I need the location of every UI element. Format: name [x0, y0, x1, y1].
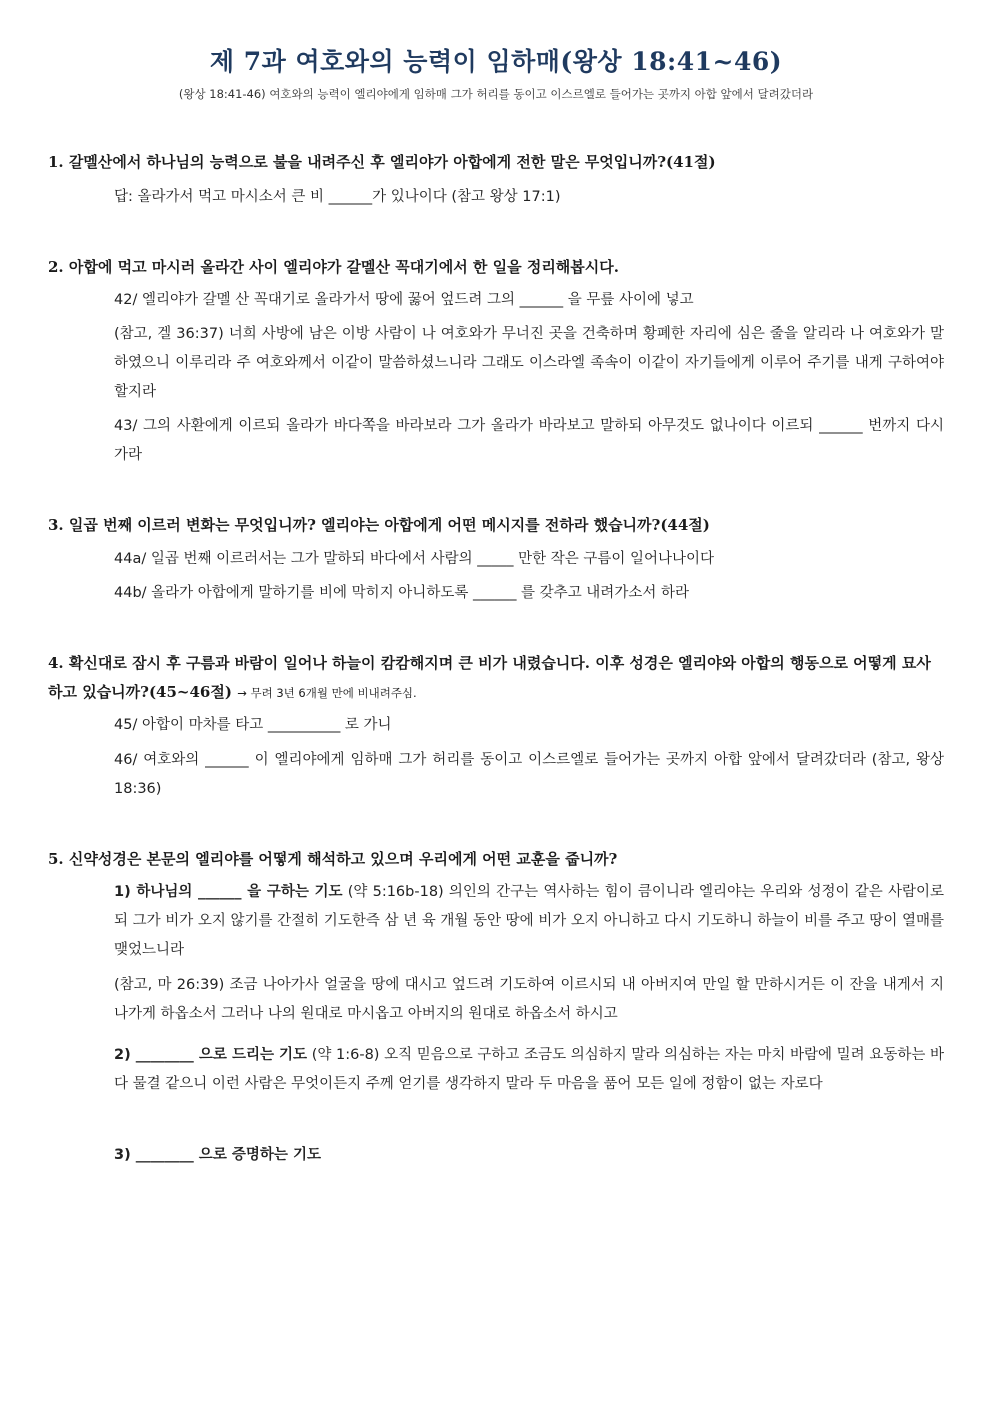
q5-reference: (참고, 마 26:39) 조금 나아가사 얼굴을 땅에 대시고 엎드려 기도하여 이르시되 내 아버지여 만일 할 만하시거든 이 잔을 내게서 지나가게 하옵소서 그러나 나의 원대로 마시옵고 아버지의 원대로 하옵소서 하시고 — [114, 977, 944, 1022]
q5-item-1-heading: 1) 하나님의 ______ 을 구하는 기도 — [114, 884, 343, 900]
q2-verse-43: 43/ 그의 사환에게 이르되 올라가 바다쪽을 바라보라 그가 올라가 바라보고 말하되 아무것도 없나이다 이르되 ______ 번까지 다시 가라 — [114, 418, 944, 463]
question-5: 5. 신약성경은 본문의 엘리야를 어떻게 해석하고 있으며 우리에게 어떤 교훈을 줍니까? — [48, 850, 618, 868]
page-subtitle: (왕상 18:41-46) 여호와의 능력이 엘리야에게 임하매 그가 허리를 동이고 이스르엘로 들어가는 곳까지 아합 앞에서 달려갔더라 — [178, 87, 814, 101]
question-2: 2. 아합에 먹고 마시러 올라간 사이 엘리야가 갈멜산 꼭대기에서 한 일을 정리해봅시다. — [48, 258, 619, 276]
q5-item-3 — [114, 1141, 944, 1170]
q5-item-1-body: (약 5:16b-18) 의인의 간구는 역사하는 힘이 큼이니라 엘리야는 우리와 성정이 같은 사람이로되 그가 비가 오지 않기를 간절히 기도한즉 삼 년 육 개월 동안 땅에 비가 오지 아니하고 다시 기도하니 하늘이 비를 주고 땅이 열매를 맺었느니라 — [114, 884, 944, 958]
question-1: 1. 갈멜산에서 하나님의 능력으로 불을 내려주신 후 엘리야가 아합에게 전한 말은 무엇입니까?(41절) — [48, 153, 716, 171]
q1-answer: 답: 올라가서 먹고 마시소서 큰 비 ______가 있나이다 (참고 왕상 17:1) — [114, 189, 561, 205]
q5-item-2-body: (약 1:6-8) 오직 믿음으로 구하고 조금도 의심하지 말라 의심하는 자는 마치 바람에 밀려 요동하는 바다 물결 같으니 이런 사람은 무엇이든지 주께 얻기를 생각하지 말라 두 마음을 품어 모든 일에 정함이 없는 자로다 — [114, 1047, 944, 1092]
q3-verse-44a: 44a/ 일곱 번째 이르러서는 그가 말하되 바다에서 사람의 _____ 만한 작은 구름이 일어나나이다 — [114, 551, 715, 567]
q5-item-3-heading: 3) ________ 으로 증명하는 기도 — [114, 1147, 321, 1163]
q2-reference: (참고, 겔 36:37) 너희 사방에 남은 이방 사람이 나 여호와가 무너진 곳을 건축하며 황폐한 자리에 심은 줄을 알리라 나 여호와가 말하였으니 이루리라 주 여호와께서 이같이 말씀하셨느니라 그래도 이스라엘 족속이 이같이 자기들에게 이루어 주기를 내게 구하여야 할지라 — [114, 326, 944, 400]
q5-item-2-heading: 2) ________ 으로 드리는 기도 — [114, 1047, 308, 1063]
question-3: 3. 일곱 번째 이르러 변화는 무엇입니까? 엘리야는 아합에게 어떤 메시지를 전하라 했습니까?(44절) — [48, 516, 710, 534]
q5-item-1 — [114, 878, 944, 965]
page-title: 제 7과 여호와의 능력이 임하매(왕상 18:41~46) — [209, 47, 783, 76]
question-4-text: 4. 확신대로 잠시 후 구름과 바람이 일어나 하늘이 캄캄해지며 큰 비가 내렸습니다. 이후 성경은 엘리야와 아합의 행동으로 어떻게 묘사하고 있습니까?(45~46절) — [48, 654, 931, 701]
q3-verse-44b: 44b/ 올라가 아합에게 말하기를 비에 막히지 아니하도록 ______ 를 갖추고 내려가소서 하라 — [114, 585, 689, 601]
q4-verse-45: 45/ 아합이 마차를 타고 __________ 로 가니 — [114, 717, 392, 733]
q4-verse-46: 46/ 여호와의 ______ 이 엘리야에게 임하매 그가 허리를 동이고 이스르엘로 들어가는 곳까지 아합 앞에서 달려갔더라 (참고, 왕상 18:36) — [114, 752, 944, 797]
q2-verse-42: 42/ 엘리야가 갈멜 산 꼭대기로 올라가서 땅에 꿇어 엎드려 그의 ______ 을 무릎 사이에 넣고 — [114, 292, 694, 308]
question-4-note: → 무려 3년 6개월 만에 비내려주심. — [237, 686, 417, 700]
question-4 — [48, 649, 944, 708]
q5-item-2 — [114, 1041, 944, 1099]
